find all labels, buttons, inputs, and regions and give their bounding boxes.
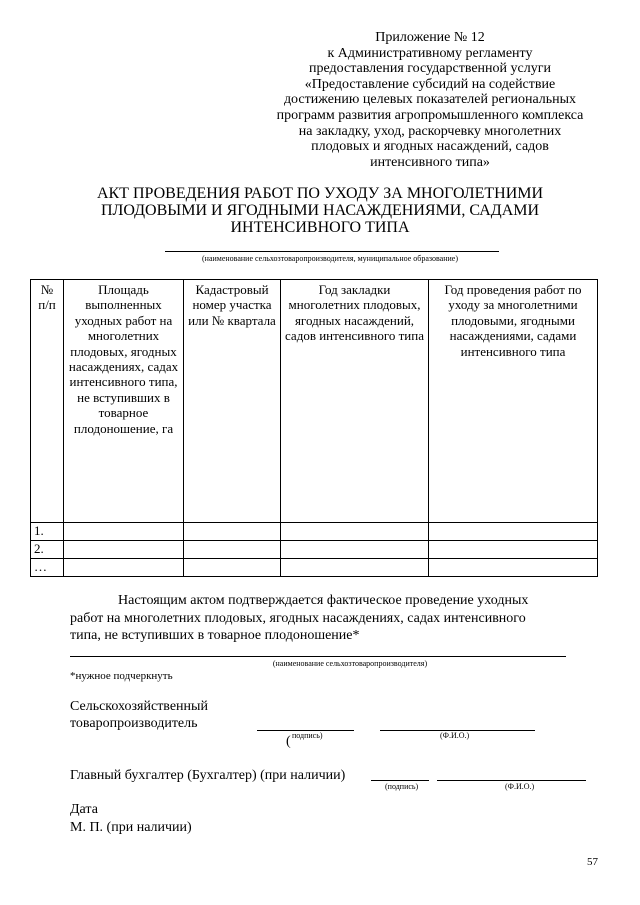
table-cell: [429, 523, 598, 541]
document-title: [40, 186, 600, 236]
signer1-label-line: Сельскохозяйственный: [70, 699, 208, 714]
table-cell: [281, 559, 429, 577]
signer1-name-caption: (Ф.И.О.): [440, 731, 470, 740]
table-cell: [281, 523, 429, 541]
signer1-label-line: товаропроизводитель: [70, 716, 198, 731]
appendix-line: достижению целевых показателей региональных: [283, 92, 577, 108]
appendix-line: на закладку, уход, раскорчевку многолетних: [298, 123, 562, 139]
producer-name-line-2: [70, 656, 566, 657]
appendix-line: интенсивного типа»: [370, 154, 490, 170]
appendix-line: «Предоставление субсидий на содействие: [304, 76, 556, 92]
footnote: *нужное подчеркнуть: [70, 670, 173, 682]
table-cell: [281, 541, 429, 559]
appendix-line: предоставления государственной услуги: [309, 61, 551, 77]
signer2-name-line: [437, 780, 586, 781]
table-cell: [64, 523, 184, 541]
table-cell: [429, 541, 598, 559]
confirmation-line: типа, не вступивших в товарное плодоношение*: [70, 628, 360, 643]
table-cell: [184, 541, 281, 559]
stamp-label: М. П. (при наличии): [70, 820, 192, 835]
table-cell: …: [31, 559, 64, 577]
table-cell: 2.: [31, 541, 64, 559]
signer1-label: [70, 698, 208, 732]
title-line: АКТ ПРОВЕДЕНИЯ РАБОТ ПО УХОДУ ЗА МНОГОЛЕТНИМИ: [96, 185, 544, 202]
confirmation-line: работ на многолетних плодовых, ягодных насаждениях, садах интенсивного: [70, 610, 526, 626]
table-row: [31, 541, 598, 559]
appendix-line: Приложение № 12: [375, 30, 485, 45]
table-cell: [64, 559, 184, 577]
column-header-area: Площадь выполненных уходных работ на многолетних плодовых, ягодных насаждениях, садах интенсивного типа, не вступивших в товарное плодоношение, га: [64, 280, 184, 523]
table-cell: [184, 559, 281, 577]
signer2-signature-caption: (подпись): [385, 782, 419, 791]
signer1-signature-caption: подпись): [292, 731, 323, 740]
table-cell: [429, 559, 598, 577]
table-cell: [64, 541, 184, 559]
signer1-bracket: (: [286, 734, 291, 749]
signer2-name-caption: (Ф.И.О.): [505, 782, 535, 791]
producer-caption-2: (наименование сельхозтоваропроизводителя): [272, 659, 428, 668]
appendix-line: к Административному регламенту: [327, 45, 533, 61]
date-label: Дата: [70, 802, 98, 817]
signer2-signature-line: [371, 780, 429, 781]
column-header-number: № п/п: [31, 280, 64, 523]
table-cell: [184, 523, 281, 541]
title-line: ПЛОДОВЫМИ И ЯГОДНЫМИ НАСАЖДЕНИЯМИ, САДАМИ: [100, 201, 540, 219]
producer-caption: (наименование сельхозтоваропроизводителя, муниципальное образование): [202, 254, 458, 263]
appendix-line: плодовых и ягодных насаждений, садов: [311, 139, 549, 155]
table-row: [31, 559, 598, 577]
page-number: 57: [587, 856, 598, 868]
column-header-care-year: Год проведения работ по уходу за многолетними плодовыми, ягодными насаждениями, садами интенсивного типа: [429, 280, 598, 523]
producer-name-line: [165, 251, 499, 252]
table-row: [31, 523, 598, 541]
column-header-cadastral: Кадастровый номер участка или № квартала: [184, 280, 281, 523]
works-table: [30, 279, 598, 577]
title-line: ИНТЕНСИВНОГО ТИПА: [230, 218, 410, 236]
appendix-header: [240, 30, 620, 170]
table-cell: 1.: [31, 523, 64, 541]
table-header-row: [31, 280, 598, 523]
column-header-planting-year: Год закладки многолетних плодовых, ягодных насаждений, садов интенсивного типа: [281, 280, 429, 523]
confirmation-paragraph: [70, 592, 590, 645]
appendix-line: программ развития агропромышленного комплекса: [276, 107, 584, 123]
signer2-label: Главный бухгалтер (Бухгалтер) (при наличии): [70, 768, 346, 783]
confirmation-line: Настоящим актом подтверждается фактическое проведение уходных: [118, 593, 529, 608]
